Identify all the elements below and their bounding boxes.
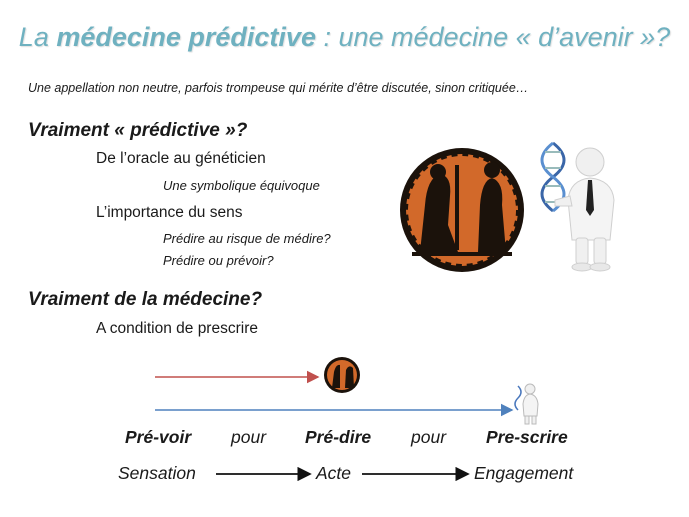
section1-heading: Vraiment « prédictive »? — [28, 120, 248, 141]
section2-heading: Vraiment de la médecine? — [28, 289, 263, 310]
section1-item1-sub: Une symbolique équivoque — [163, 178, 320, 193]
small-doctor-icon — [515, 384, 538, 424]
title-bold: médecine prédictive — [56, 22, 316, 52]
step-sensation: Sensation — [118, 463, 196, 483]
title-part2: : une médecine « d’avenir »? — [315, 22, 671, 52]
section2-item1: A condition de prescrire — [96, 320, 258, 337]
section1-item2: L’importance du sens — [96, 204, 243, 221]
small-greek-vase-icon — [324, 357, 360, 393]
word-pour-1: pour — [231, 427, 267, 447]
greek-vase-oracle-icon — [400, 148, 524, 272]
doctor-dna-icon — [542, 143, 614, 271]
word-prevoir: Pré-voir — [125, 427, 192, 447]
section1-item1: De l’oracle au généticien — [96, 150, 266, 167]
title-part1: La — [18, 22, 57, 52]
word-pour-2: pour — [411, 427, 447, 447]
word-prescrire: Pre-scrire — [486, 427, 568, 447]
section1-item2-sub1: Prédire au risque de médire? — [163, 231, 331, 246]
step-engagement: Engagement — [474, 463, 574, 483]
step-acte: Acte — [316, 463, 352, 483]
word-predire: Pré-dire — [305, 427, 372, 447]
section1-item2-sub2: Prédire ou prévoir? — [163, 253, 274, 268]
slide-subtitle: Une appellation non neutre, parfois trompeuse qui mérite d’être discutée, sinon critiquée… — [28, 81, 529, 95]
